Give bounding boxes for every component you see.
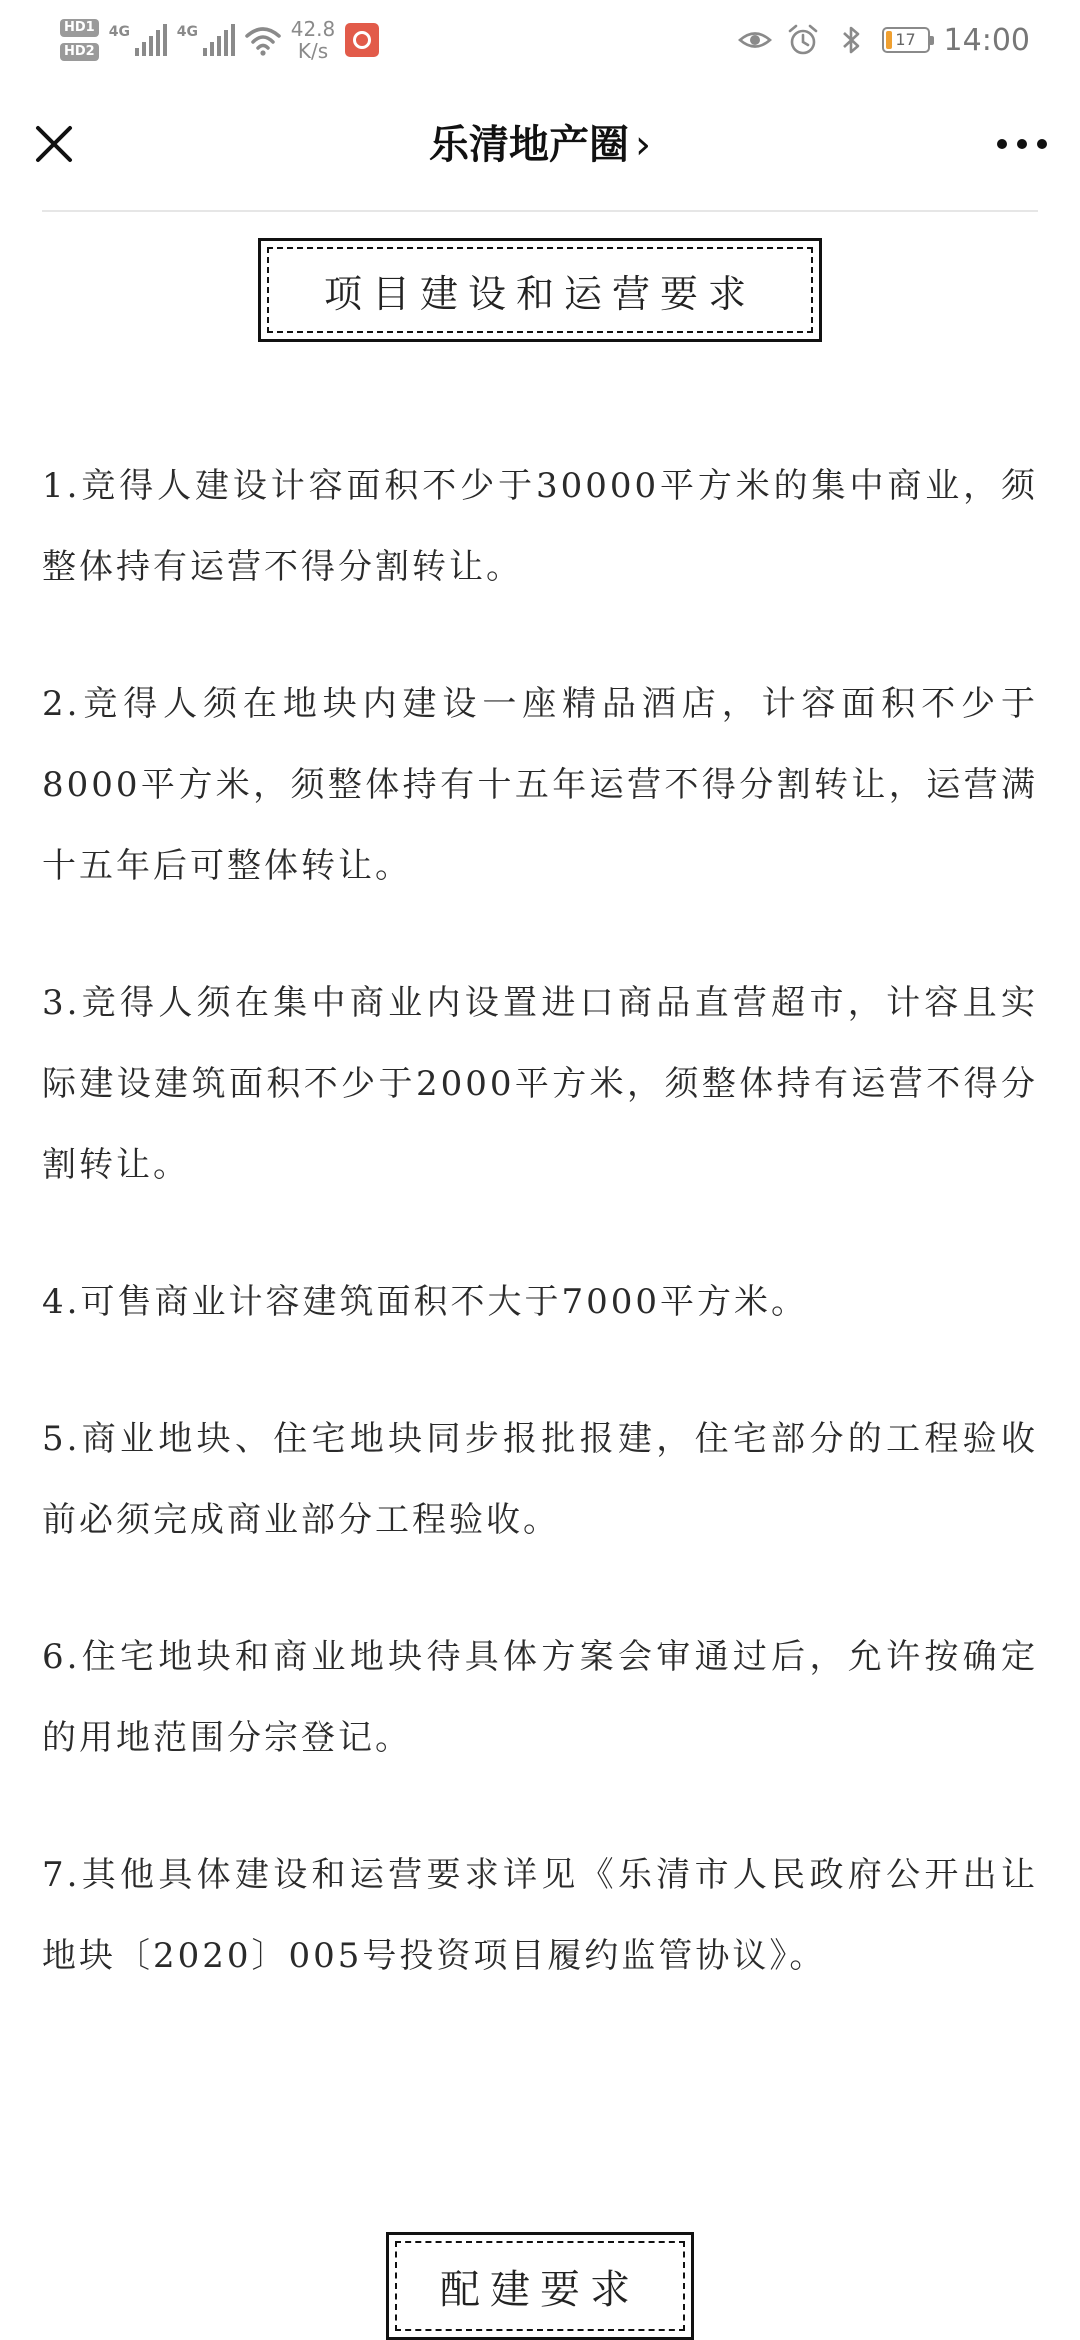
list-item: 4.可售商业计容建筑面积不大于7000平方米。 [42,1282,808,1322]
hd2-badge: HD2 [60,43,99,61]
more-icon[interactable] [992,124,1052,164]
list-item: 3.竞得人须在集中商业内设置进口商品直营超市，计容且实际建设建筑面积不少于2000平方米，须整体持有运营不得分割转让。 [42,983,1038,1185]
eye-icon [738,23,772,57]
list-item: 2.竞得人须在地块内建设一座精品酒店，计容面积不少于8000平方米，须整体持有十五年运营不得分割转让，运营满十五年后可整体转让。 [42,684,1038,886]
chevron-right-icon: › [635,122,651,168]
bluetooth-icon [834,23,868,57]
section-title: 项目建设和运营要求 [267,247,813,333]
network-speed [291,18,336,62]
list-item: 1.竞得人建设计容面积不少于30000平方米的集中商业，须整体持有运营不得分割转让。 [42,466,1038,587]
status-left [60,10,379,70]
app-notification-icon [345,23,379,57]
hd-indicators [60,19,99,61]
page-title: 乐清地产圈 [429,122,629,168]
wifi-icon [245,24,281,56]
network-type-1: 4G [108,24,130,40]
clock: 14:00 [943,22,1030,58]
signal-2-icon [177,24,235,56]
nav-divider [42,210,1038,212]
section-title-box [258,238,822,342]
network-type-2: 4G [176,24,198,40]
account-title-link[interactable] [0,120,1080,170]
battery-level: 17 [895,30,916,49]
next-section-title-box [386,2232,694,2340]
signal-1-icon [109,24,167,56]
next-section-title: 配建要求 [395,2241,685,2331]
list-item: 5.商业地块、住宅地块同步报批报建，住宅部分的工程验收前必须完成商业部分工程验收。 [42,1419,1038,1540]
alarm-icon [786,23,820,57]
status-right [738,10,1030,70]
nav-bar [0,80,1080,212]
requirements-list [42,446,1038,2053]
hd1-badge: HD1 [60,19,99,37]
status-bar [0,0,1080,80]
list-item: 7.其他具体建设和运营要求详见《乐清市人民政府公开出让地块〔2020〕005号投资项目履约监管协议》。 [42,1855,1038,1976]
network-speed-value: 42.8 [290,17,336,41]
list-item: 6.住宅地块和商业地块待具体方案会审通过后，允许按确定的用地范围分宗登记。 [42,1637,1038,1758]
battery-icon [882,27,930,53]
network-speed-unit: K/s [297,39,329,63]
